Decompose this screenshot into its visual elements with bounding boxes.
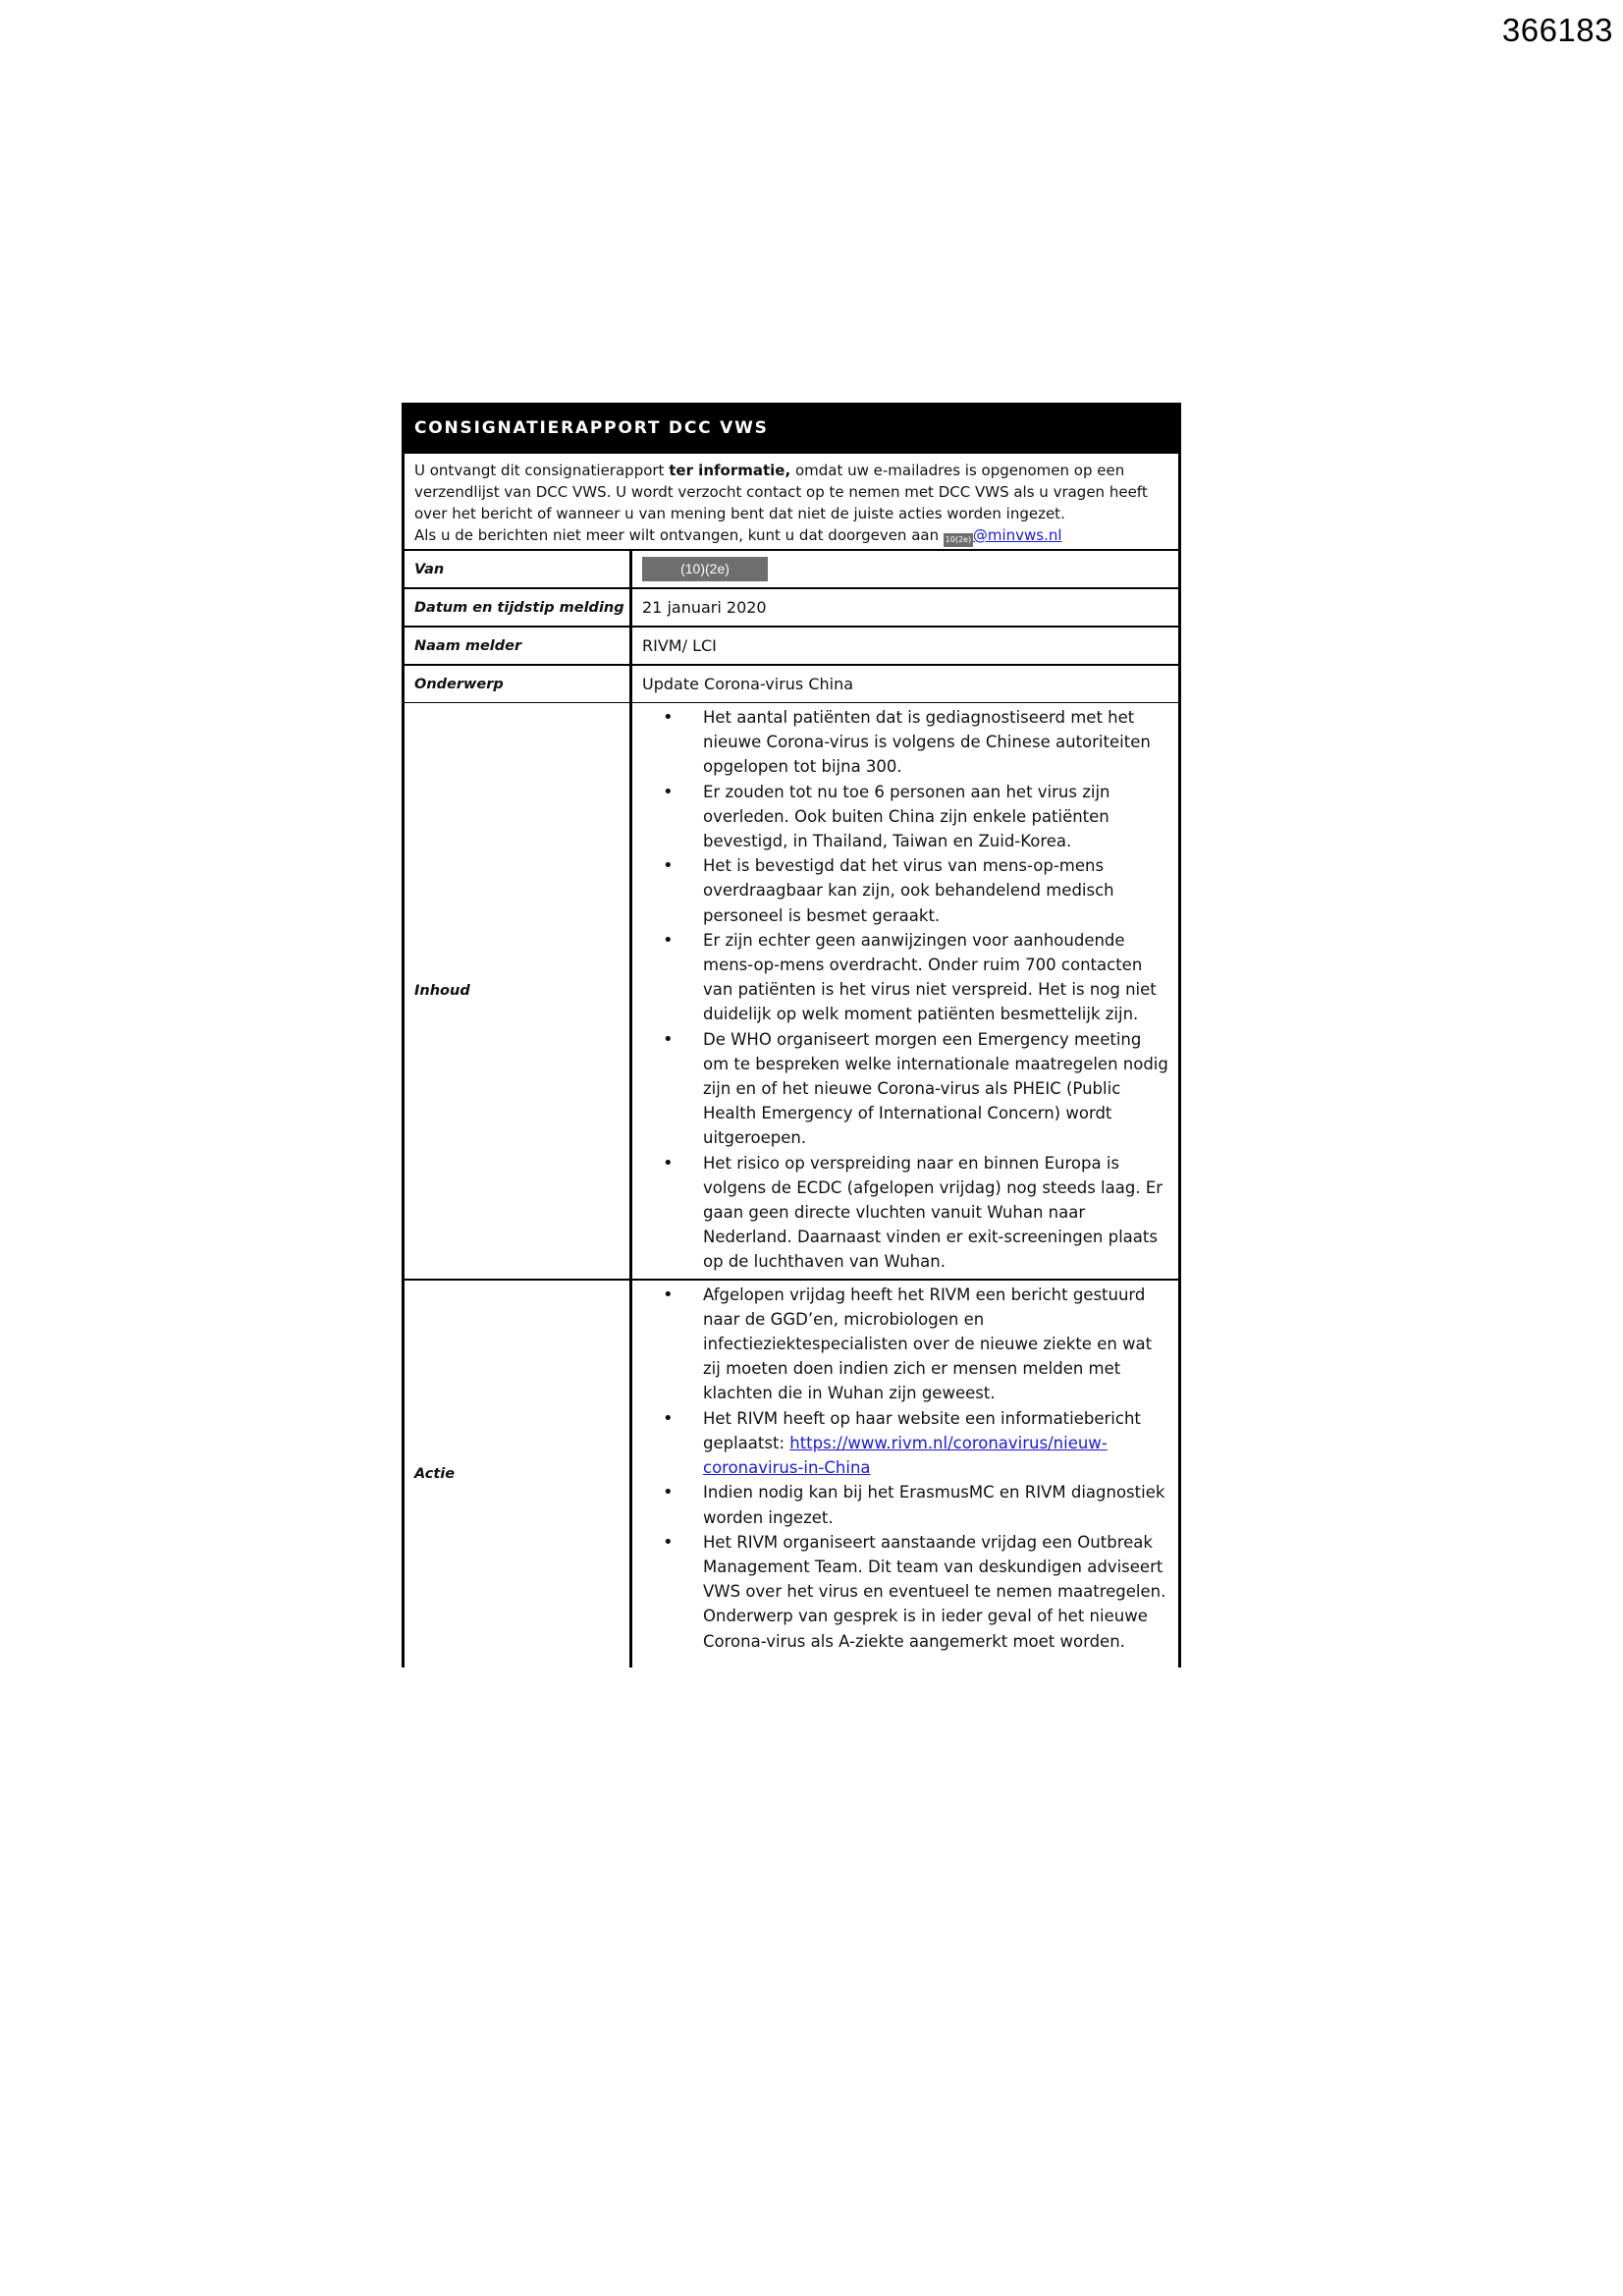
list-item: • De WHO organiseert morgen een Emergency meeting om te bespreken welke internationale maatregelen nodig zijn en of het nieuwe Corona-virus als PHEIC (Public Health Emergency of International Concern) wordt uitgeroepen.	[703, 1027, 1170, 1151]
list-item: • Het aantal patiënten dat is gediagnostiseerd met het nieuwe Corona-virus is volgens de Chinese autoriteiten opgelopen tot bijna 300.	[703, 705, 1170, 780]
value-inhoud	[632, 703, 1178, 1279]
label-actie: Actie	[405, 1281, 632, 1667]
list-item	[703, 1406, 1170, 1481]
value-van	[632, 551, 1178, 587]
intro-part1: U ontvangt dit consignatierapport	[414, 462, 670, 479]
email-link[interactable]: @minvws.nl	[972, 526, 1062, 544]
report-title: CONSIGNATIERAPPORT DCC VWS	[405, 403, 1178, 454]
document-number: 366183	[1501, 12, 1613, 48]
rivm-link[interactable]: https://www.rivm.nl/coronavirus/nieuw-coronavirus-in-China	[703, 1433, 1108, 1478]
list-item: • Er zouden tot nu toe 6 personen aan het virus zijn overleden. Ook buiten China zijn enkele patiënten bevestigd, in Thailand, Taiwan en Zuid-Korea.	[703, 780, 1170, 854]
label-datum: Datum en tijdstip melding	[405, 589, 632, 626]
value-actie	[632, 1281, 1178, 1667]
inhoud-list	[632, 703, 1178, 1279]
row-datum	[405, 589, 1178, 628]
row-van	[405, 551, 1178, 589]
rivm-info-text: Het RIVM heeft op haar website een informatiebericht geplaatst:	[703, 1408, 1141, 1452]
list-item: • Afgelopen vrijdag heeft het RIVM een bericht gestuurd naar de GGD’en, microbiologen en infectieziektespecialisten over de nieuwe ziekte en wat zij moeten doen indien zich er mensen melden met klachten die in Wuhan zijn geweest.	[703, 1283, 1170, 1406]
row-inhoud	[405, 703, 1178, 1281]
label-inhoud: Inhoud	[405, 703, 632, 1279]
list-item: • Er zijn echter geen aanwijzingen voor aanhoudende mens-op-mens overdracht. Onder ruim 700 contacten van patiënten is het virus niet verspreid. Het is nog niet duidelijk op welk moment patiënten besmettelijk zijn.	[703, 928, 1170, 1027]
label-melder: Naam melder	[405, 628, 632, 664]
row-melder	[405, 628, 1178, 666]
actie-list	[632, 1281, 1178, 1667]
intro-part2: omdat uw e-mailadres is opgenomen op een verzendlijst van DCC VWS. U wordt verzocht contact op te nemen met DCC VWS als u vragen heeft over het bericht of wanneer u van mening bent dat niet de juiste acties worden ingezet.	[414, 462, 1148, 522]
intro-bold: ter informatie,	[669, 462, 791, 479]
intro-part3: Als u de berichten niet meer wilt ontvangen, kunt u dat doorgeven aan	[414, 526, 944, 544]
intro-text	[405, 454, 1178, 551]
list-item: • Indien nodig kan bij het ErasmusMC en RIVM diagnostiek worden ingezet.	[703, 1480, 1170, 1529]
list-item: • Het RIVM organiseert aanstaande vrijdag een Outbreak Management Team. Dit team van deskundigen adviseert VWS over het virus en eventueel te nemen maatregelen. Onderwerp van gesprek is in ieder geval of het nieuwe Corona-virus als A-ziekte aangemerkt moet worden.	[703, 1530, 1170, 1654]
row-actie	[405, 1281, 1178, 1667]
label-onderwerp: Onderwerp	[405, 666, 632, 702]
value-melder: RIVM/ LCI	[642, 636, 717, 655]
sender-redaction: (10)(2e)	[642, 557, 768, 581]
email-redaction: 10(2e)	[944, 533, 973, 547]
row-onderwerp	[405, 666, 1178, 703]
value-datum: 21 januari 2020	[642, 598, 767, 617]
list-item: • Het is bevestigd dat het virus van mens-op-mens overdraagbaar kan zijn, ook behandelend medisch personeel is besmet geraakt.	[703, 853, 1170, 928]
consignation-report	[402, 403, 1181, 1667]
list-item: • Het risico op verspreiding naar en binnen Europa is volgens de ECDC (afgelopen vrijdag) nog steeds laag. Er gaan geen directe vluchten vanuit Wuhan naar Nederland. Daarnaast vinden er exit-screeningen plaats op de luchthaven van Wuhan.	[703, 1151, 1170, 1275]
value-onderwerp: Update Corona-virus China	[642, 675, 854, 693]
label-van: Van	[405, 551, 632, 587]
